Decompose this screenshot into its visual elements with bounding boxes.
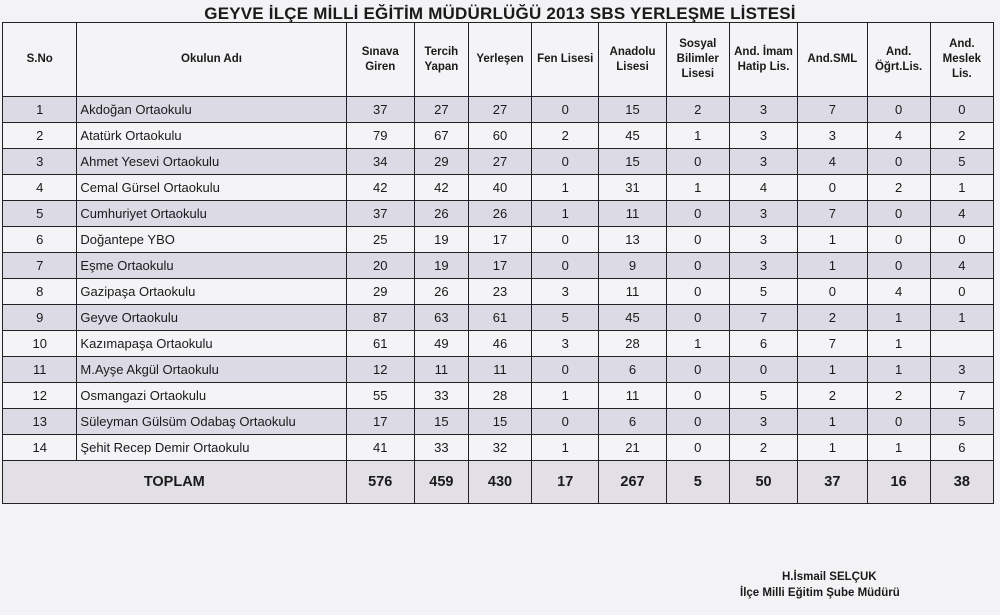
cell-teacher: 2 bbox=[867, 383, 930, 409]
table-row bbox=[3, 331, 994, 357]
cell-sml: 1 bbox=[798, 253, 867, 279]
document-title: GEYVE İLÇE MİLLİ EĞİTİM MÜDÜRLÜĞÜ 2013 SBS YERLEŞME LİSTESİ bbox=[204, 4, 796, 23]
cell-exam-takers: 25 bbox=[346, 227, 414, 253]
cell-sno: 7 bbox=[3, 253, 77, 279]
header-science-high-school: Fen Lisesi bbox=[532, 23, 599, 97]
cell-sno: 2 bbox=[3, 123, 77, 149]
cell-school-name: Kazımapaşa Ortaokulu bbox=[77, 331, 346, 357]
cell-placed: 23 bbox=[468, 279, 531, 305]
header-social-sciences-high-school: Sosyal Bilimler Lisesi bbox=[666, 23, 729, 97]
cell-exam-takers: 61 bbox=[346, 331, 414, 357]
cell-science: 0 bbox=[532, 409, 599, 435]
cell-social-sciences: 0 bbox=[666, 409, 729, 435]
cell-teacher: 2 bbox=[867, 175, 930, 201]
table-footer bbox=[3, 461, 994, 504]
cell-social-sciences: 0 bbox=[666, 305, 729, 331]
cell-teacher: 4 bbox=[867, 279, 930, 305]
total-vocational: 38 bbox=[930, 461, 993, 504]
cell-placed: 61 bbox=[468, 305, 531, 331]
cell-science: 0 bbox=[532, 357, 599, 383]
cell-exam-takers: 55 bbox=[346, 383, 414, 409]
cell-sml: 3 bbox=[798, 123, 867, 149]
total-label: TOPLAM bbox=[3, 461, 347, 504]
cell-social-sciences: 1 bbox=[666, 175, 729, 201]
cell-imam-hatip: 6 bbox=[729, 331, 797, 357]
cell-imam-hatip: 7 bbox=[729, 305, 797, 331]
cell-sno: 3 bbox=[3, 149, 77, 175]
cell-placed: 60 bbox=[468, 123, 531, 149]
table-row bbox=[3, 253, 994, 279]
cell-teacher: 1 bbox=[867, 305, 930, 331]
cell-sno: 11 bbox=[3, 357, 77, 383]
cell-anatolian: 15 bbox=[599, 97, 666, 123]
cell-exam-takers: 34 bbox=[346, 149, 414, 175]
cell-school-name: Ahmet Yesevi Ortaokulu bbox=[77, 149, 346, 175]
cell-sml: 0 bbox=[798, 279, 867, 305]
table-row bbox=[3, 305, 994, 331]
cell-vocational: 0 bbox=[930, 227, 993, 253]
table-row bbox=[3, 123, 994, 149]
cell-sml: 1 bbox=[798, 357, 867, 383]
cell-imam-hatip: 3 bbox=[729, 253, 797, 279]
cell-imam-hatip: 3 bbox=[729, 97, 797, 123]
cell-vocational: 0 bbox=[930, 279, 993, 305]
total-anatolian: 267 bbox=[599, 461, 666, 504]
cell-exam-takers: 42 bbox=[346, 175, 414, 201]
cell-placed: 40 bbox=[468, 175, 531, 201]
cell-teacher: 0 bbox=[867, 253, 930, 279]
cell-teacher: 0 bbox=[867, 97, 930, 123]
cell-sno: 13 bbox=[3, 409, 77, 435]
cell-social-sciences: 0 bbox=[666, 357, 729, 383]
table-row bbox=[3, 409, 994, 435]
cell-sml: 1 bbox=[798, 409, 867, 435]
cell-imam-hatip: 3 bbox=[729, 149, 797, 175]
cell-teacher: 1 bbox=[867, 357, 930, 383]
cell-sno: 1 bbox=[3, 97, 77, 123]
cell-science: 1 bbox=[532, 435, 599, 461]
cell-sml: 1 bbox=[798, 435, 867, 461]
cell-preference-makers: 42 bbox=[414, 175, 468, 201]
cell-anatolian: 13 bbox=[599, 227, 666, 253]
header-sno: S.No bbox=[3, 23, 77, 97]
table-row bbox=[3, 149, 994, 175]
cell-social-sciences: 0 bbox=[666, 435, 729, 461]
cell-anatolian: 9 bbox=[599, 253, 666, 279]
cell-sml: 7 bbox=[798, 97, 867, 123]
cell-social-sciences: 0 bbox=[666, 279, 729, 305]
cell-sml: 0 bbox=[798, 175, 867, 201]
cell-teacher: 0 bbox=[867, 409, 930, 435]
cell-exam-takers: 37 bbox=[346, 201, 414, 227]
total-placed: 430 bbox=[468, 461, 531, 504]
cell-anatolian: 6 bbox=[599, 357, 666, 383]
cell-school-name: Eşme Ortaokulu bbox=[77, 253, 346, 279]
cell-school-name: Şehit Recep Demir Ortaokulu bbox=[77, 435, 346, 461]
cell-teacher: 0 bbox=[867, 149, 930, 175]
cell-preference-makers: 33 bbox=[414, 435, 468, 461]
table-row bbox=[3, 279, 994, 305]
cell-science: 0 bbox=[532, 97, 599, 123]
cell-exam-takers: 79 bbox=[346, 123, 414, 149]
cell-placed: 27 bbox=[468, 149, 531, 175]
total-exam-takers: 576 bbox=[346, 461, 414, 504]
cell-anatolian: 11 bbox=[599, 383, 666, 409]
cell-preference-makers: 27 bbox=[414, 97, 468, 123]
cell-social-sciences: 0 bbox=[666, 227, 729, 253]
cell-school-name: Cumhuriyet Ortaokulu bbox=[77, 201, 346, 227]
cell-science: 5 bbox=[532, 305, 599, 331]
cell-school-name: Akdoğan Ortaokulu bbox=[77, 97, 346, 123]
cell-social-sciences: 0 bbox=[666, 383, 729, 409]
cell-imam-hatip: 4 bbox=[729, 175, 797, 201]
cell-preference-makers: 19 bbox=[414, 253, 468, 279]
cell-imam-hatip: 2 bbox=[729, 435, 797, 461]
cell-science: 0 bbox=[532, 227, 599, 253]
cell-sml: 7 bbox=[798, 331, 867, 357]
header-sml: And.SML bbox=[798, 23, 867, 97]
cell-anatolian: 11 bbox=[599, 279, 666, 305]
cell-imam-hatip: 3 bbox=[729, 227, 797, 253]
total-preference-makers: 459 bbox=[414, 461, 468, 504]
cell-sno: 8 bbox=[3, 279, 77, 305]
cell-preference-makers: 33 bbox=[414, 383, 468, 409]
cell-social-sciences: 1 bbox=[666, 123, 729, 149]
signature-block bbox=[740, 569, 960, 601]
cell-placed: 17 bbox=[468, 227, 531, 253]
cell-anatolian: 45 bbox=[599, 305, 666, 331]
cell-exam-takers: 17 bbox=[346, 409, 414, 435]
cell-sno: 14 bbox=[3, 435, 77, 461]
cell-school-name: Osmangazi Ortaokulu bbox=[77, 383, 346, 409]
table-row bbox=[3, 97, 994, 123]
cell-preference-makers: 67 bbox=[414, 123, 468, 149]
cell-school-name: M.Ayşe Akgül Ortaokulu bbox=[77, 357, 346, 383]
cell-vocational: 7 bbox=[930, 383, 993, 409]
cell-vocational: 0 bbox=[930, 97, 993, 123]
cell-sno: 10 bbox=[3, 331, 77, 357]
cell-science: 1 bbox=[532, 175, 599, 201]
cell-sml: 2 bbox=[798, 383, 867, 409]
cell-anatolian: 6 bbox=[599, 409, 666, 435]
cell-vocational: 4 bbox=[930, 253, 993, 279]
cell-teacher: 0 bbox=[867, 201, 930, 227]
signatory-title: İlçe Milli Eğitim Şube Müdürü bbox=[740, 587, 900, 599]
signatory-name: H.İsmail SELÇUK bbox=[782, 571, 877, 583]
cell-vocational: 3 bbox=[930, 357, 993, 383]
header-teacher-high-school: And. Öğrt.Lis. bbox=[867, 23, 930, 97]
cell-anatolian: 28 bbox=[599, 331, 666, 357]
cell-sno: 4 bbox=[3, 175, 77, 201]
cell-science: 0 bbox=[532, 253, 599, 279]
cell-sml: 1 bbox=[798, 227, 867, 253]
cell-vocational bbox=[930, 331, 993, 357]
cell-sml: 4 bbox=[798, 149, 867, 175]
cell-anatolian: 45 bbox=[599, 123, 666, 149]
cell-social-sciences: 0 bbox=[666, 149, 729, 175]
header-school-name: Okulun Adı bbox=[77, 23, 346, 97]
cell-vocational: 4 bbox=[930, 201, 993, 227]
cell-sml: 2 bbox=[798, 305, 867, 331]
cell-teacher: 1 bbox=[867, 331, 930, 357]
cell-anatolian: 21 bbox=[599, 435, 666, 461]
cell-preference-makers: 11 bbox=[414, 357, 468, 383]
cell-anatolian: 15 bbox=[599, 149, 666, 175]
cell-sml: 7 bbox=[798, 201, 867, 227]
cell-vocational: 5 bbox=[930, 409, 993, 435]
cell-anatolian: 31 bbox=[599, 175, 666, 201]
cell-science: 2 bbox=[532, 123, 599, 149]
cell-anatolian: 11 bbox=[599, 201, 666, 227]
cell-vocational: 5 bbox=[930, 149, 993, 175]
cell-exam-takers: 87 bbox=[346, 305, 414, 331]
cell-placed: 32 bbox=[468, 435, 531, 461]
cell-vocational: 1 bbox=[930, 175, 993, 201]
cell-school-name: Atatürk Ortaokulu bbox=[77, 123, 346, 149]
cell-placed: 11 bbox=[468, 357, 531, 383]
cell-science: 3 bbox=[532, 279, 599, 305]
cell-placed: 26 bbox=[468, 201, 531, 227]
cell-preference-makers: 29 bbox=[414, 149, 468, 175]
cell-imam-hatip: 5 bbox=[729, 279, 797, 305]
cell-vocational: 1 bbox=[930, 305, 993, 331]
cell-sno: 9 bbox=[3, 305, 77, 331]
cell-science: 3 bbox=[532, 331, 599, 357]
cell-imam-hatip: 5 bbox=[729, 383, 797, 409]
header-anatolian-high-school: Anadolu Lisesi bbox=[599, 23, 666, 97]
table-row bbox=[3, 201, 994, 227]
cell-imam-hatip: 3 bbox=[729, 409, 797, 435]
cell-sno: 5 bbox=[3, 201, 77, 227]
cell-vocational: 2 bbox=[930, 123, 993, 149]
total-sml: 37 bbox=[798, 461, 867, 504]
cell-imam-hatip: 3 bbox=[729, 123, 797, 149]
cell-placed: 46 bbox=[468, 331, 531, 357]
cell-social-sciences: 1 bbox=[666, 331, 729, 357]
cell-social-sciences: 0 bbox=[666, 253, 729, 279]
cell-exam-takers: 20 bbox=[346, 253, 414, 279]
cell-placed: 17 bbox=[468, 253, 531, 279]
header-imam-hatip: And. İmam Hatip Lis. bbox=[729, 23, 797, 97]
cell-preference-makers: 26 bbox=[414, 279, 468, 305]
cell-preference-makers: 15 bbox=[414, 409, 468, 435]
cell-science: 1 bbox=[532, 201, 599, 227]
cell-teacher: 4 bbox=[867, 123, 930, 149]
header-vocational-high-school: And. Meslek Lis. bbox=[930, 23, 993, 97]
total-row bbox=[3, 461, 994, 504]
cell-school-name: Cemal Gürsel Ortaokulu bbox=[77, 175, 346, 201]
cell-imam-hatip: 0 bbox=[729, 357, 797, 383]
placement-table bbox=[2, 22, 994, 504]
cell-exam-takers: 12 bbox=[346, 357, 414, 383]
table-row bbox=[3, 383, 994, 409]
cell-social-sciences: 2 bbox=[666, 97, 729, 123]
cell-school-name: Süleyman Gülsüm Odabaş Ortaokulu bbox=[77, 409, 346, 435]
cell-exam-takers: 29 bbox=[346, 279, 414, 305]
cell-placed: 28 bbox=[468, 383, 531, 409]
table-row bbox=[3, 435, 994, 461]
cell-preference-makers: 63 bbox=[414, 305, 468, 331]
cell-science: 1 bbox=[532, 383, 599, 409]
cell-placed: 15 bbox=[468, 409, 531, 435]
cell-placed: 27 bbox=[468, 97, 531, 123]
cell-preference-makers: 19 bbox=[414, 227, 468, 253]
total-imam-hatip: 50 bbox=[729, 461, 797, 504]
cell-teacher: 0 bbox=[867, 227, 930, 253]
total-teacher: 16 bbox=[867, 461, 930, 504]
total-science: 17 bbox=[532, 461, 599, 504]
cell-teacher: 1 bbox=[867, 435, 930, 461]
cell-exam-takers: 37 bbox=[346, 97, 414, 123]
cell-imam-hatip: 3 bbox=[729, 201, 797, 227]
total-social-sciences: 5 bbox=[666, 461, 729, 504]
cell-sno: 12 bbox=[3, 383, 77, 409]
header-placed: Yerleşen bbox=[468, 23, 531, 97]
header-preference-makers: Tercih Yapan bbox=[414, 23, 468, 97]
cell-preference-makers: 26 bbox=[414, 201, 468, 227]
header-exam-takers: Sınava Giren bbox=[346, 23, 414, 97]
cell-school-name: Gazipaşa Ortaokulu bbox=[77, 279, 346, 305]
table-header bbox=[3, 23, 994, 97]
table-body bbox=[3, 97, 994, 461]
cell-exam-takers: 41 bbox=[346, 435, 414, 461]
cell-vocational: 6 bbox=[930, 435, 993, 461]
table-row bbox=[3, 175, 994, 201]
cell-school-name: Geyve Ortaokulu bbox=[77, 305, 346, 331]
cell-school-name: Doğantepe YBO bbox=[77, 227, 346, 253]
table-row bbox=[3, 227, 994, 253]
cell-science: 0 bbox=[532, 149, 599, 175]
cell-preference-makers: 49 bbox=[414, 331, 468, 357]
cell-sno: 6 bbox=[3, 227, 77, 253]
table-row bbox=[3, 357, 994, 383]
cell-social-sciences: 0 bbox=[666, 201, 729, 227]
